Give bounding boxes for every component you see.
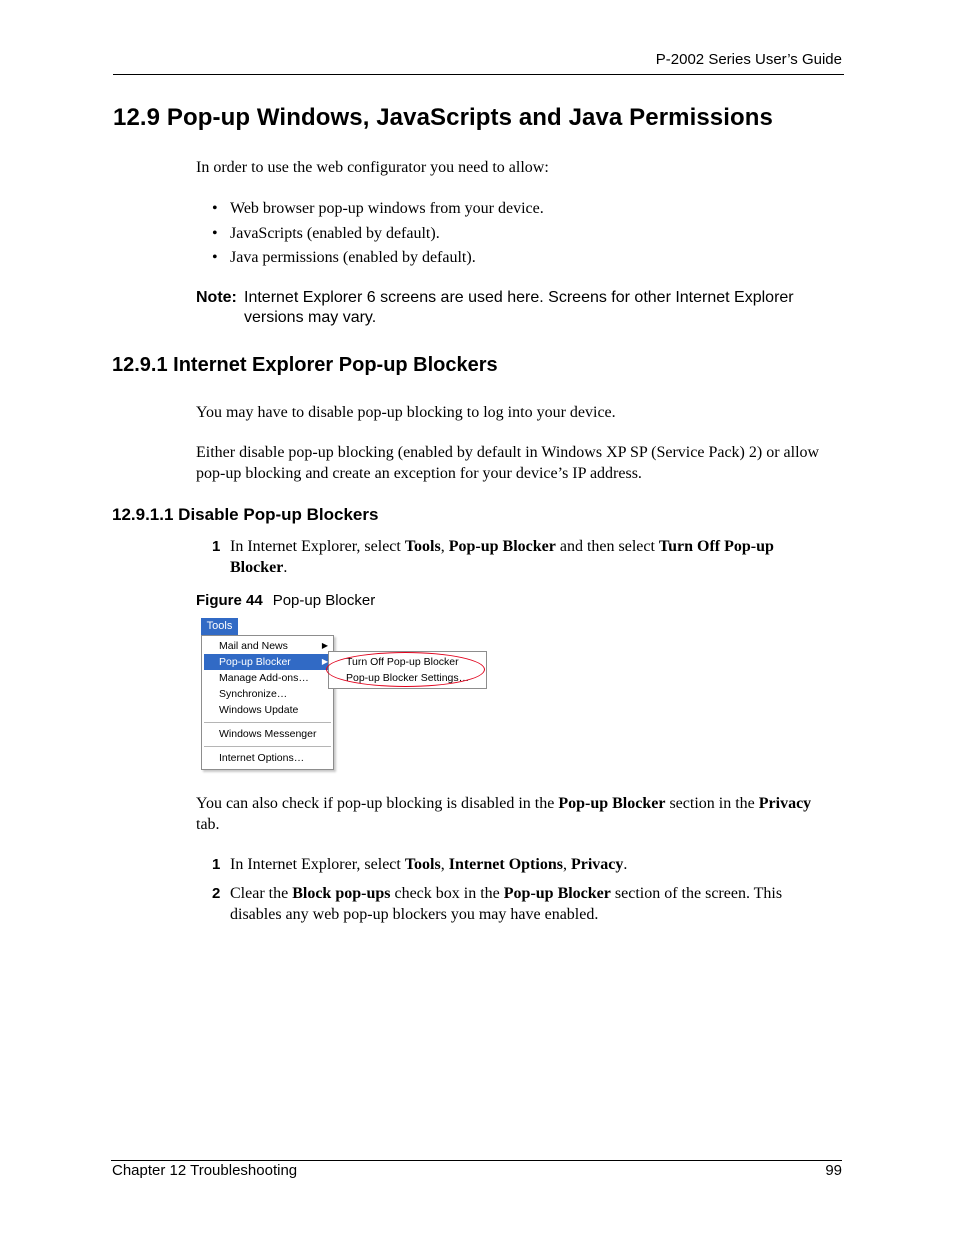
highlight-circle bbox=[326, 652, 485, 687]
step-2 bbox=[212, 883, 832, 925]
subsection-title: 12.9.1 Internet Explorer Pop-up Blockers bbox=[112, 354, 498, 376]
menu-item-mail-and-news[interactable]: Mail and News ▶ bbox=[219, 640, 328, 652]
step-text: Clear the Block pop-ups check box in the Pop-up Blocker section of the screen. This disables any web pop-up blockers you may have enabled. bbox=[230, 885, 783, 923]
paragraph: You may have to disable pop-up blocking to log into your device. bbox=[196, 404, 616, 421]
note-label: Note: bbox=[196, 289, 237, 306]
section-title: 12.9 Pop-up Windows, JavaScripts and Java Permissions bbox=[113, 104, 773, 131]
header-rule bbox=[113, 74, 844, 75]
figure-label: Figure 44 bbox=[196, 592, 263, 609]
step-text: In Internet Explorer, select Tools, Pop-up Blocker and then select Turn Off Pop-up Blocker. bbox=[230, 538, 774, 576]
tools-menu bbox=[201, 635, 334, 770]
list-item: • JavaScripts (enabled by default). bbox=[212, 224, 440, 242]
step-number: 2 bbox=[212, 885, 221, 902]
note-text: Internet Explorer 6 screens are used here. Screens for other Internet Explorer versions may vary. bbox=[244, 289, 794, 326]
list-item: • Web browser pop-up windows from your device. bbox=[212, 200, 544, 217]
menu-item-manage-addons[interactable]: Manage Add-ons… bbox=[219, 672, 309, 684]
paragraph: You can also check if pop-up blocking is disabled in the Pop-up Blocker section in the Privacy tab. bbox=[196, 795, 812, 833]
intro-paragraph: In order to use the web configurator you need to allow: bbox=[196, 159, 549, 176]
step-number: 1 bbox=[212, 856, 221, 873]
note bbox=[196, 288, 846, 326]
menu-item-internet-options[interactable]: Internet Options… bbox=[219, 752, 305, 764]
figure-caption bbox=[196, 592, 375, 609]
step-text: In Internet Explorer, select Tools, Internet Options, Privacy. bbox=[230, 856, 628, 873]
menu-separator bbox=[204, 722, 331, 723]
tools-menu-title[interactable]: Tools bbox=[201, 618, 238, 635]
step-1 bbox=[212, 536, 832, 578]
list-item: • Java permissions (enabled by default). bbox=[212, 249, 476, 266]
menu-separator bbox=[204, 746, 331, 747]
figure-caption-text: Pop-up Blocker bbox=[272, 592, 376, 609]
subsubsection-title: 12.9.1.1 Disable Pop-up Blockers bbox=[112, 505, 379, 524]
step-number: 1 bbox=[212, 538, 221, 555]
step-1 bbox=[212, 854, 832, 875]
submenu-item-popup-blocker-settings[interactable]: Pop-up Blocker Settings… bbox=[346, 672, 470, 684]
page-number: 99 bbox=[825, 1162, 842, 1179]
footer-rule bbox=[111, 1160, 842, 1161]
menu-item-windows-messenger[interactable]: Windows Messenger bbox=[219, 728, 317, 740]
menu-item-synchronize[interactable]: Synchronize… bbox=[219, 688, 288, 700]
menu-item-windows-update[interactable]: Windows Update bbox=[219, 704, 299, 716]
requirements-list bbox=[212, 198, 544, 272]
running-header: P-2002 Series User’s Guide bbox=[655, 51, 842, 68]
submenu-arrow-icon: ▶ bbox=[321, 641, 328, 650]
submenu-item-turn-off-popup-blocker[interactable]: Turn Off Pop-up Blocker bbox=[346, 656, 459, 668]
menu-item-popup-blocker[interactable]: Pop-up Blocker ▶ bbox=[204, 654, 333, 670]
paragraph: Either disable pop-up blocking (enabled by default in Windows XP SP (Service Pack) 2) or allow pop-up blocking and create an exception for your device’s IP address. bbox=[196, 444, 820, 482]
submenu-arrow-icon: ▶ bbox=[321, 657, 328, 666]
footer-chapter: Chapter 12 Troubleshooting bbox=[112, 1162, 298, 1179]
